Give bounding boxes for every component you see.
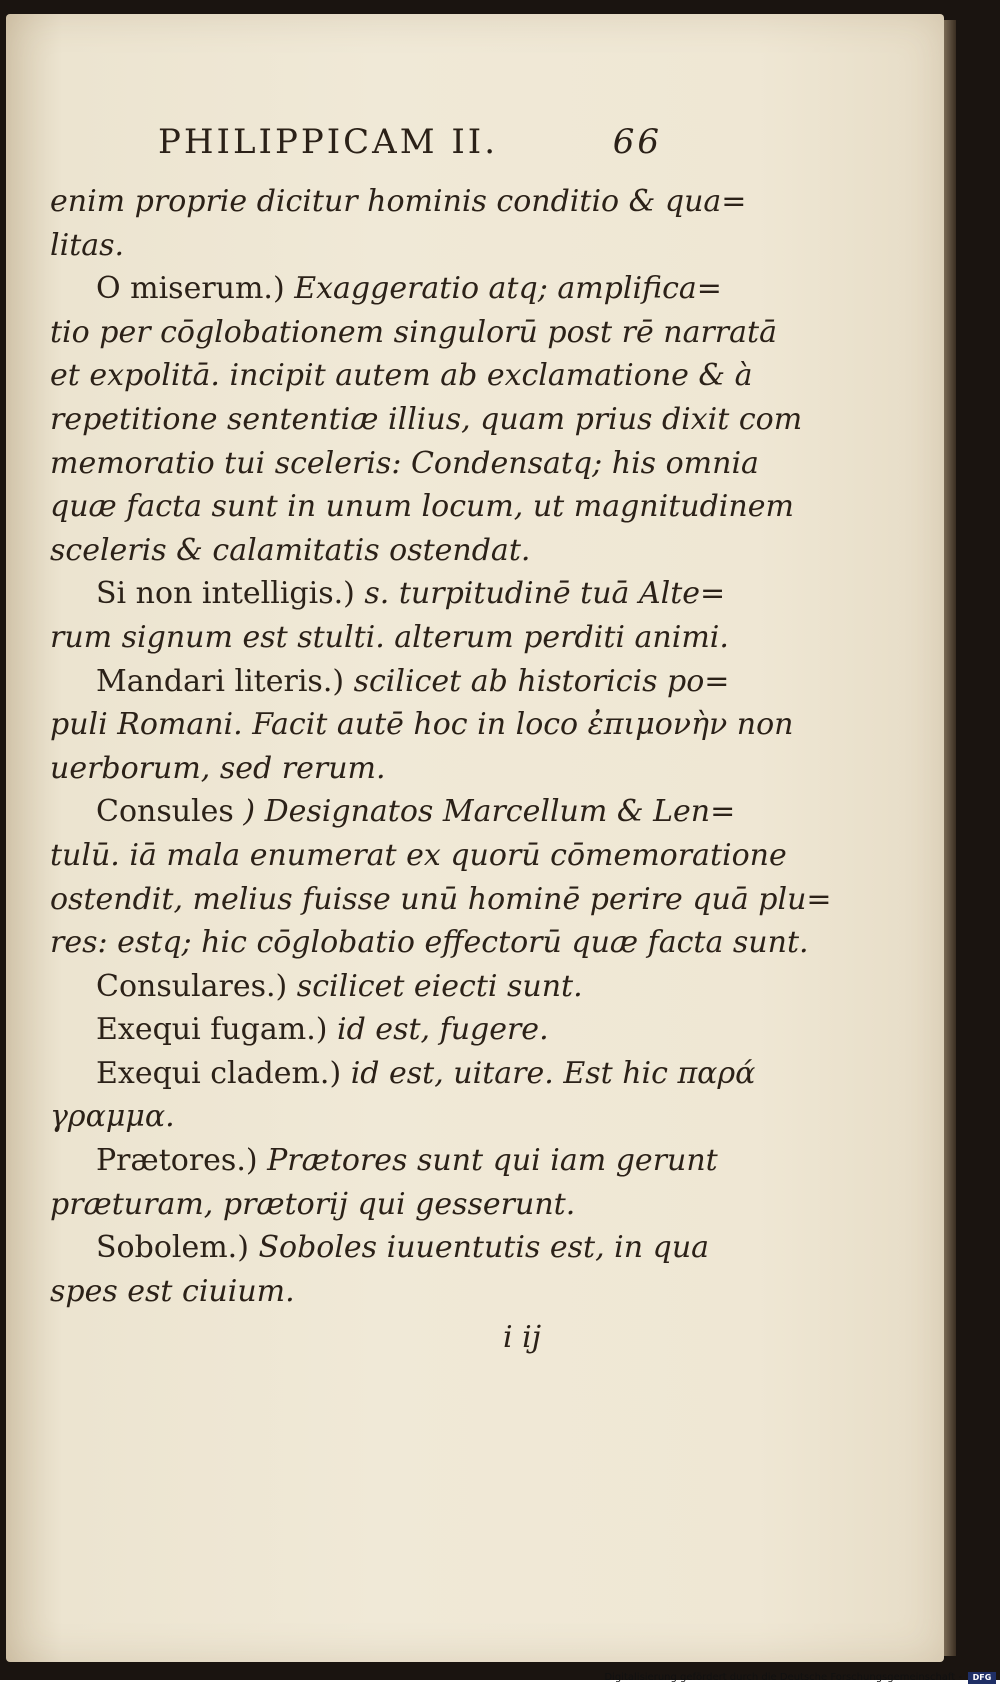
line-text: spes est ciuium. (50, 1273, 295, 1309)
line-text: scilicet ab historicis po= (344, 663, 730, 699)
line-text: γραμμα. (50, 1099, 175, 1135)
running-title: PHILIPPICAM II. (158, 122, 499, 162)
digitization-credit: Digitalisierung gefördert durch die Deutsche Forschungsgemeinschaft - (604, 1672, 962, 1683)
folio-number: 66 (612, 122, 662, 162)
text-line (50, 1008, 690, 1052)
text-line (50, 485, 794, 529)
text-line (50, 747, 690, 791)
line-text: tio per cōglobationem singulorū post rē narratā (50, 314, 777, 350)
text-line (50, 1183, 690, 1227)
running-head (158, 122, 678, 172)
text-line (50, 1139, 718, 1183)
lemma: Prætores.) (96, 1143, 258, 1179)
line-text: Prætores sunt qui iam gerunt (257, 1143, 718, 1179)
line-text: puli Romani. Facit autē hoc in loco ἐπιμονὴν non (50, 707, 794, 743)
text-line (50, 267, 722, 311)
line-text: et expolitā. incipit autem ab exclamatione & à (50, 358, 753, 394)
line-text: litas. (50, 227, 125, 263)
text-line (50, 442, 759, 486)
line-text: enim proprie dicitur hominis conditio & qua= (50, 184, 747, 219)
lemma: Si non intelligis.) (96, 576, 355, 612)
text-line (50, 878, 832, 922)
lemma: Consulares.) (96, 968, 288, 1004)
commentary-text (50, 180, 832, 1313)
line-text: Soboles iuuentutis est, in qua (248, 1230, 710, 1266)
text-line (50, 180, 747, 224)
lemma: O miserum.) (96, 271, 285, 307)
text-line (50, 311, 777, 355)
line-text: præturam, prætorij qui gesserunt. (50, 1186, 576, 1222)
lemma: Exequi cladem.) (96, 1055, 342, 1091)
text-line (50, 398, 803, 442)
signature-mark: i ij (503, 1320, 542, 1355)
text-line (50, 965, 690, 1009)
line-text: Exaggeratio atq; amplifica= (284, 271, 722, 307)
line-text: sceleris & calamitatis ostendat. (50, 532, 531, 568)
text-line (50, 529, 690, 573)
text-line (50, 572, 726, 616)
line-text: uerborum, sed rerum. (50, 750, 386, 786)
text-line (50, 1226, 710, 1270)
line-text: id est, fugere. (327, 1012, 549, 1048)
dfg-logo: DFG (968, 1672, 996, 1684)
text-line (50, 354, 753, 398)
line-text: memoratio tui sceleris: Condensatq; his omnia (50, 445, 759, 481)
line-text: ) Designatos Marcellum & Len= (233, 794, 736, 830)
lemma: Sobolem.) (96, 1230, 249, 1266)
lemma: Consules (96, 794, 234, 830)
line-text: scilicet eiecti sunt. (287, 968, 583, 1004)
text-line (50, 790, 736, 834)
text-line (50, 660, 730, 704)
text-line (50, 1270, 690, 1314)
line-text: id est, uitare. Est hic παρά (341, 1055, 756, 1091)
line-text: rum signum est stulti. alterum perditi animi. (50, 619, 729, 655)
line-text: ostendit, melius fuisse unū hominē perire quā plu= (50, 881, 832, 917)
text-line (50, 1052, 756, 1096)
text-line (50, 224, 690, 268)
text-line (50, 1095, 690, 1139)
text-line (50, 703, 794, 747)
line-text: quæ facta sunt in unum locum, ut magnitudinem (50, 489, 794, 525)
lemma: Exequi fugam.) (96, 1012, 328, 1048)
line-text: res: estq; hic cōglobatio effectorū quæ facta sunt. (50, 925, 809, 961)
line-text: s. turpitudinē tuā Alte= (354, 576, 726, 612)
page-edge-shadow (944, 20, 956, 1656)
line-text: tulū. iā mala enumerat ex quorū cōmemoratione (50, 837, 787, 873)
text-line (50, 921, 809, 965)
line-text: repetitione sententiæ illius, quam prius dixit com (50, 401, 803, 437)
text-line (50, 616, 729, 660)
text-line (50, 834, 787, 878)
lemma: Mandari literis.) (96, 663, 345, 699)
